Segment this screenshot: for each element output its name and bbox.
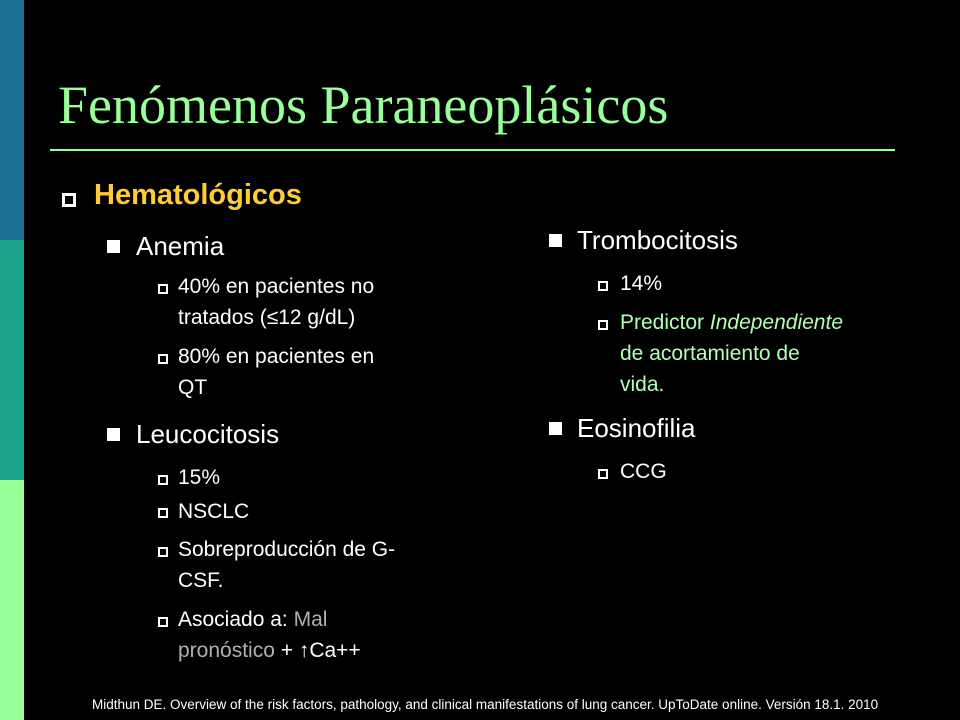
eosinofilia-item-1: CCG [620,460,667,483]
hollow-square-bullet-icon [158,617,168,627]
title-rule [50,149,895,151]
hollow-square-bullet-icon [158,284,168,294]
trombocitosis-item-2: Predictor Independiente de acortamiento de vida. [620,311,844,396]
accent-bar-top [0,0,24,240]
hollow-square-bullet-icon [158,547,168,557]
hollow-square-bullet-icon [598,320,608,330]
hollow-square-bullet-icon [598,469,608,479]
anemia-item-2: 80% en pacientes en QT [178,345,375,399]
leucocitosis-item-4: Asociado a: Mal pronóstico + ↑Ca++ [178,608,361,662]
section-heading: Hematológicos [94,179,302,211]
trombocitosis-label: Trombocitosis [577,225,738,255]
leucocitosis-item-3: Sobreproducción de G- CSF. [178,538,396,592]
hollow-square-bullet-icon [62,193,76,207]
anemia-label: Anemia [136,231,225,261]
hollow-square-bullet-icon [158,475,168,485]
hollow-square-bullet-icon [598,281,608,291]
square-bullet-icon [549,234,562,247]
hollow-square-bullet-icon [158,354,168,364]
leucocitosis-label: Leucocitosis [136,419,280,449]
anemia-item-1: 40% en pacientes no tratados (≤12 g/dL) [178,275,375,329]
square-bullet-icon [549,422,562,435]
square-bullet-icon [107,240,120,253]
slide-title: Fenómenos Paraneoplásicos [58,75,669,135]
trombocitosis-item-1: 14% [620,272,663,295]
accent-bar-bottom [0,480,24,720]
citation-footer: Midthun DE. Overview of the risk factors, pathology, and clinical manifestations of lung cancer. UpToDate online. Versión 18.1. 2010 [92,697,879,712]
eosinofilia-label: Eosinofilia [577,413,696,443]
leucocitosis-item-2: NSCLC [178,500,250,523]
hollow-square-bullet-icon [158,508,168,518]
leucocitosis-item-1: 15% [178,466,221,489]
accent-bar-middle [0,240,24,480]
square-bullet-icon [107,428,120,441]
